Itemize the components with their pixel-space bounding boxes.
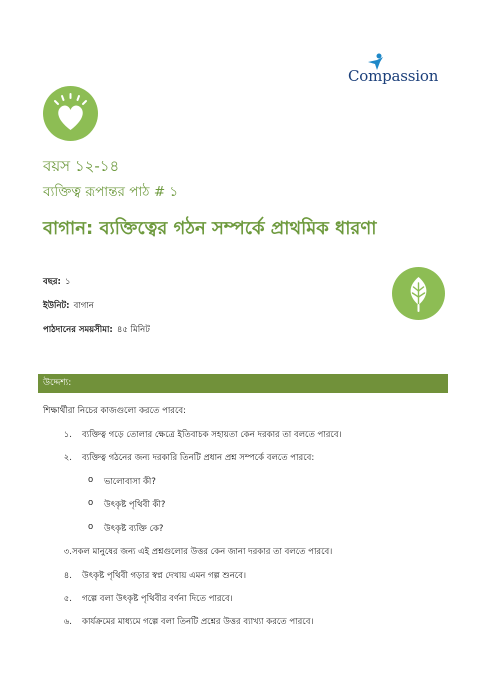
logo-text: Compassion: [348, 67, 439, 85]
bullet-icon: o: [88, 498, 94, 508]
time-label: পাঠদানের সময়সীমা:: [43, 325, 113, 335]
objective-number: ৫.: [63, 594, 72, 604]
unit-label: ইউনিট:: [43, 301, 70, 311]
time-value: ৪৫ মিনিট: [116, 325, 150, 335]
objective-item: গল্পে বলা উৎকৃষ্ট পৃথিবীর বর্ণনা দিতে পারবে।: [82, 594, 233, 604]
objective-item: কার্যক্রমের মাধ্যমে গল্পে বলা তিনটি প্রশ্নের উত্তর ব্যাখ্যা করতে পারবে।: [82, 617, 314, 627]
objective-number: ৩.: [63, 547, 72, 557]
meta-year: [43, 275, 70, 289]
page-title: বাগান: ব্যক্তিত্বের গঠন সম্পর্কে প্রাথমিক ধারণা: [43, 218, 377, 239]
age-range: বয়স ১২-১৪: [43, 157, 120, 175]
objective-subitem: ভালোবাসা কী?: [104, 477, 156, 487]
objective-item: সকল মানুষের জন্য এই প্রশ্নগুলোর উত্তর কেন জানা দরকার তা বলতে পারবে।: [72, 547, 333, 557]
objectives-intro: শিক্ষার্থীরা নিচের কাজগুলো করতে পারবে:: [43, 406, 186, 416]
meta-unit: [43, 299, 94, 313]
objective-subitem: উৎকৃষ্ট ব্যক্তি কে?: [104, 524, 164, 534]
objective-number: ১.: [63, 430, 72, 440]
bullet-icon: o: [88, 522, 94, 532]
objective-subitem: উৎকৃষ্ট পৃথিবী কী?: [104, 500, 166, 510]
unit-value: বাগান: [73, 301, 94, 311]
lesson-number: ব্যক্তিত্ব রূপান্তর পাঠ # ১: [43, 184, 179, 200]
objective-item: ব্যক্তিত্ব গঠনের জন্য দরকারি তিনটি প্রধান প্রশ্ন সম্পর্কে বলতে পারবে:: [82, 453, 315, 463]
meta-time: [43, 323, 150, 337]
heart-icon: [43, 86, 98, 141]
objective-item: ব্যক্তিত্ব গড়ে তোলার ক্ষেত্রে ইতিবাচক সহায়তা কেন দরকার তা বলতে পারবে।: [82, 430, 342, 440]
year-label: বছর:: [43, 277, 61, 287]
leaf-badge: [392, 267, 445, 320]
objective-item: উৎকৃষ্ট পৃথিবী গড়ার স্বপ্ন দেখায় এমন গল্প শুনবে।: [82, 571, 246, 581]
leaf-icon: [392, 267, 445, 320]
bullet-icon: o: [88, 475, 94, 485]
objectives-heading: উদ্দেশ্য:: [38, 374, 448, 393]
objective-number: ৬.: [63, 617, 72, 627]
objective-number: ২.: [63, 453, 72, 463]
year-value: ১: [64, 277, 71, 287]
heart-badge: [43, 86, 98, 141]
compassion-logo: [348, 53, 448, 89]
objective-number: ৪.: [63, 571, 72, 581]
